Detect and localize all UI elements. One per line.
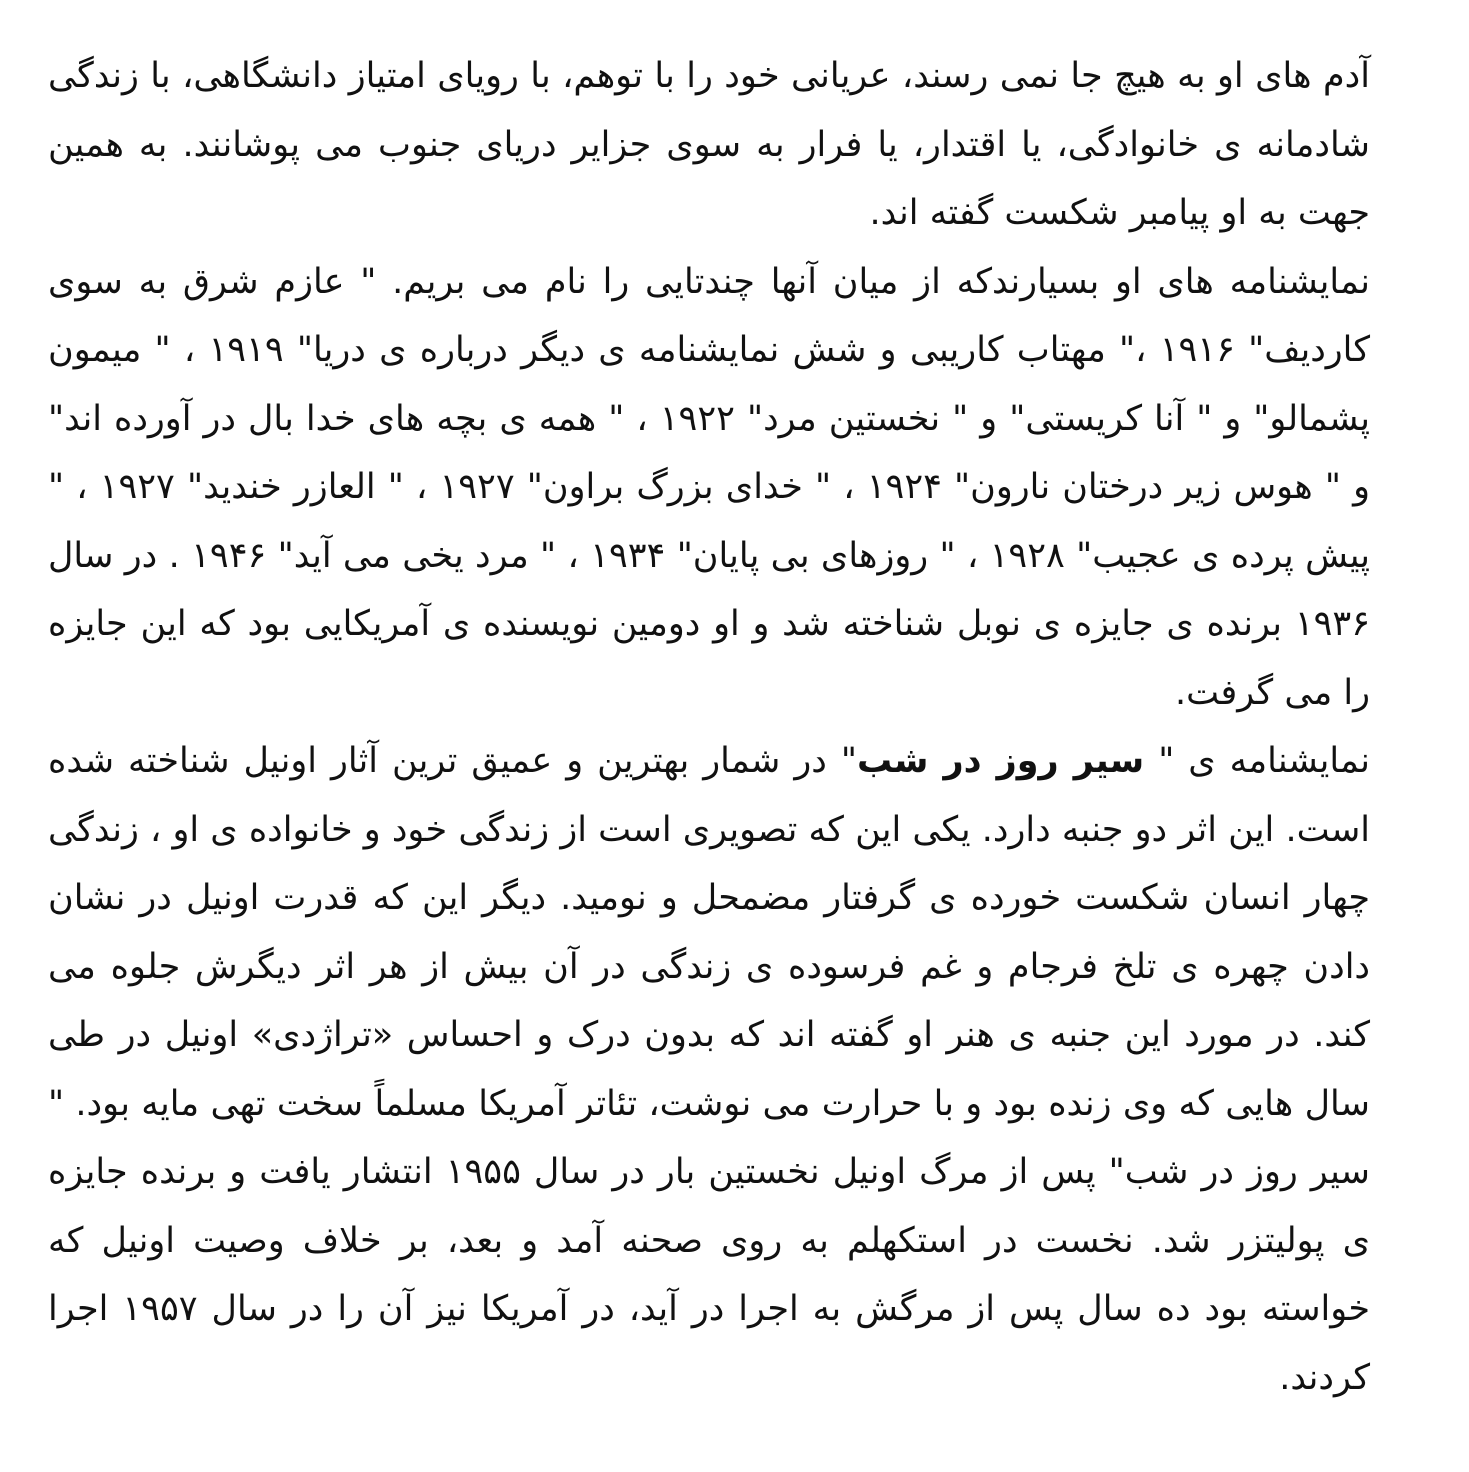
paragraph-2: نمایشنامه های او بسیارندکه از میان آنها چندتایی را نام می بریم. " عازم شرق به سوی کاردیف" ۱۹۱۶ ،" مهتاب کاریبی و شش نمایشنامه ی دیگر درباره ی دریا" ۱۹۱۹ ، " میمون پشمالو" و " آنا کریستی" و " نخستین مرد" ۱۹۲۲ ، " همه ی بچه های خدا بال در آورده اند" و " هوس زیر درختان نارون" ۱۹۲۴ ، " خدای بزرگ براون" ۱۹۲۷ ، " العازر خندید" ۱۹۲۷ ، " پیش پرده ی عجیب" ۱۹۲۸ ، " روزهای بی پایان" ۱۹۳۴ ، " مرد یخی می آید" ۱۹۴۶ . در سال ۱۹۳۶ برنده ی جایزه ی نوبل شناخته شد و او دومین نویسنده ی آمریکایی بود که این جایزه را می گرفت. bbox=[48, 261, 1371, 713]
paragraph-1: آدم های او به هیچ جا نمی رسند، عریانی خود را با توهم، با رویای امتیاز دانشگاهی، با زندگی شادمانه ی خانوادگی، یا اقتدار، یا فرار به سوی جزایر دریای جنوب می پوشانند. به همین جهت به او پیامبر شکست گفته اند. bbox=[48, 56, 1370, 233]
paragraph-3-intro: نمایشنامه ی " bbox=[1144, 741, 1370, 781]
play-title-bold: سیر روز در شب bbox=[856, 741, 1145, 781]
paragraph-3 bbox=[48, 727, 1370, 1412]
paragraph-3-body: " در شمار بهترین و عمیق ترین آثار اونیل شناخته شده است. این اثر دو جنبه دارد. یکی این که تصویری است از زندگی خود و خانواده ی او ، زندگی چهار انسان شکست خورده ی گرفتار مضمحل و نومید. دیگر این که قدرت اونیل در نشان دادن چهره ی تلخ فرجام و غم فرسوده ی زندگی در آن بیش از هر اثر دیگرش جلوه می کند. در مورد این جنبه ی هنر او گفته اند که بدون درک و احساس «تراژدی» اونیل در طی سال هایی که وی زنده بود و با حرارت می نوشت، تئاتر آمریکا مسلماً سخت تهی مایه بود. " سیر روز در شب" پس از مرگ اونیل نخستین بار در سال ۱۹۵۵ انتشار یافت و برنده جایزه ی پولیتزر شد. نخست در استکهلم به روی صحنه آمد و بعد، بر خلاف وصیت اونیل که خواسته بود ده سال پس از مرگش به اجرا در آید، در آمریکا نیز آن را در سال ۱۹۵۷ اجرا کردند. bbox=[48, 741, 1370, 1398]
article-body bbox=[48, 42, 1370, 1412]
